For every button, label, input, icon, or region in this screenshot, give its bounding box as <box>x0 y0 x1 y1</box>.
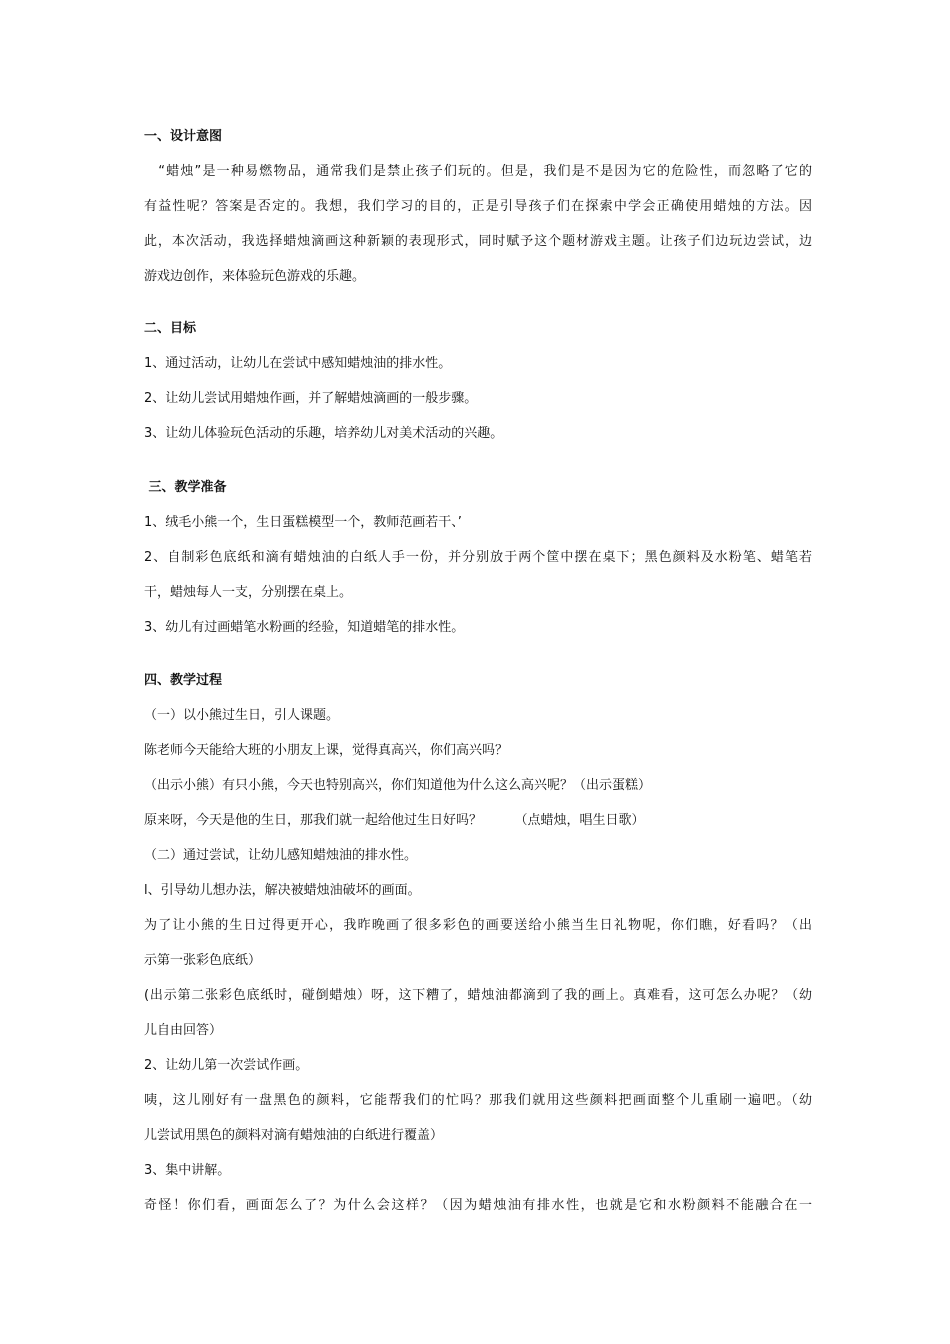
paragraph-line: 儿自由回答） <box>144 1023 223 1038</box>
paragraph-line: 此，本次活动，我选择蜡烛滴画这种新颖的表现形式，同时赋予这个题材游戏主题。让孩子们边玩边尝试，边 <box>144 234 812 249</box>
paragraph-line: “蜡烛”是一种易燃物品，通常我们是禁止孩子们玩的。但是，我们是不是因为它的危险性，而忽略了它的 <box>144 164 812 179</box>
paragraph-line: 有益性呢？答案是否定的。我想，我们学习的目的，正是引导孩子们在探索中学会正确使用蜡烛的方法。因 <box>144 199 812 214</box>
list-item: 2、自制彩色底纸和滴有蜡烛油的白纸人手一份，并分别放于两个筐中摆在桌下；黑色颜料及水粉笔、蜡笔若 <box>144 550 812 565</box>
list-item: 1、通过活动，让幼儿在尝试中感知蜡烛油的排水性。 <box>144 356 452 371</box>
paragraph-line: （二）通过尝试，让幼儿感知蜡烛油的排水性。 <box>144 848 418 863</box>
paragraph-line: (出示第二张彩色底纸时，碰倒蜡烛）呀，这下糟了，蜡烛油都滴到了我的画上。真难看，这可怎么办呢？（幼 <box>144 988 812 1003</box>
paragraph-line: 游戏边创作，来体验玩色游戏的乐趣。 <box>144 269 366 284</box>
section-heading-preparation: 三、教学准备 <box>144 480 227 495</box>
paragraph-line: 干，蜡烛每人一支，分别摆在桌上。 <box>144 585 353 600</box>
list-item: 2、让幼儿尝试用蜡烛作画，并了解蜡烛滴画的一般步骤。 <box>144 391 478 406</box>
paragraph-line: 原来呀，今天是他的生日，那我们就一起给他过生日好吗？ （点蜡烛，唱生日歌） <box>144 813 645 828</box>
paragraph-line: 咦，这儿刚好有一盘黑色的颜料，它能帮我们的忙吗？那我们就用这些颜料把画面整个儿重刷一遍吧。（幼 <box>144 1093 812 1108</box>
paragraph-line: （一）以小熊过生日，引人课题。 <box>144 708 340 723</box>
list-item: 3、幼儿有过画蜡笔水粉画的经验，知道蜡笔的排水性。 <box>144 620 465 635</box>
paragraph-line: 儿尝试用黑色的颜料对滴有蜡烛油的白纸进行覆盖） <box>144 1128 444 1143</box>
paragraph-line: l、引导幼儿想办法，解决被蜡烛油破坏的画面。 <box>144 883 421 898</box>
paragraph-line: 2、让幼儿第一次尝试作画。 <box>144 1058 309 1073</box>
paragraph-line: 3、集中讲解。 <box>144 1163 231 1178</box>
section-heading-goals: 二、目标 <box>144 321 197 336</box>
list-item: 3、让幼儿体验玩色活动的乐趣，培养幼儿对美术活动的兴趣。 <box>144 426 504 441</box>
list-item: 1、绒毛小熊一个，生日蛋糕模型一个，教师范画若干、’ <box>144 515 462 530</box>
section-heading-teaching-process: 四、教学过程 <box>144 673 223 688</box>
paragraph-line: 示第一张彩色底纸） <box>144 953 262 968</box>
section-heading-design-intent: 一、设计意图 <box>144 129 223 144</box>
paragraph-line: （出示小熊）有只小熊，今天也特别高兴，你们知道他为什么这么高兴呢？（出示蛋糕） <box>144 778 652 793</box>
paragraph-line: 陈老师今天能给大班的小朋友上课，觉得真高兴，你们高兴吗？ <box>144 743 509 758</box>
paragraph-line: 为了让小熊的生日过得更开心，我昨晚画了很多彩色的画要送给小熊当生日礼物呢，你们瞧，好看吗？（出 <box>144 918 812 933</box>
paragraph-line: 奇怪！你们看，画面怎么了？为什么会这样？（因为蜡烛油有排水性，也就是它和水粉颜料不能融合在一 <box>144 1198 812 1213</box>
